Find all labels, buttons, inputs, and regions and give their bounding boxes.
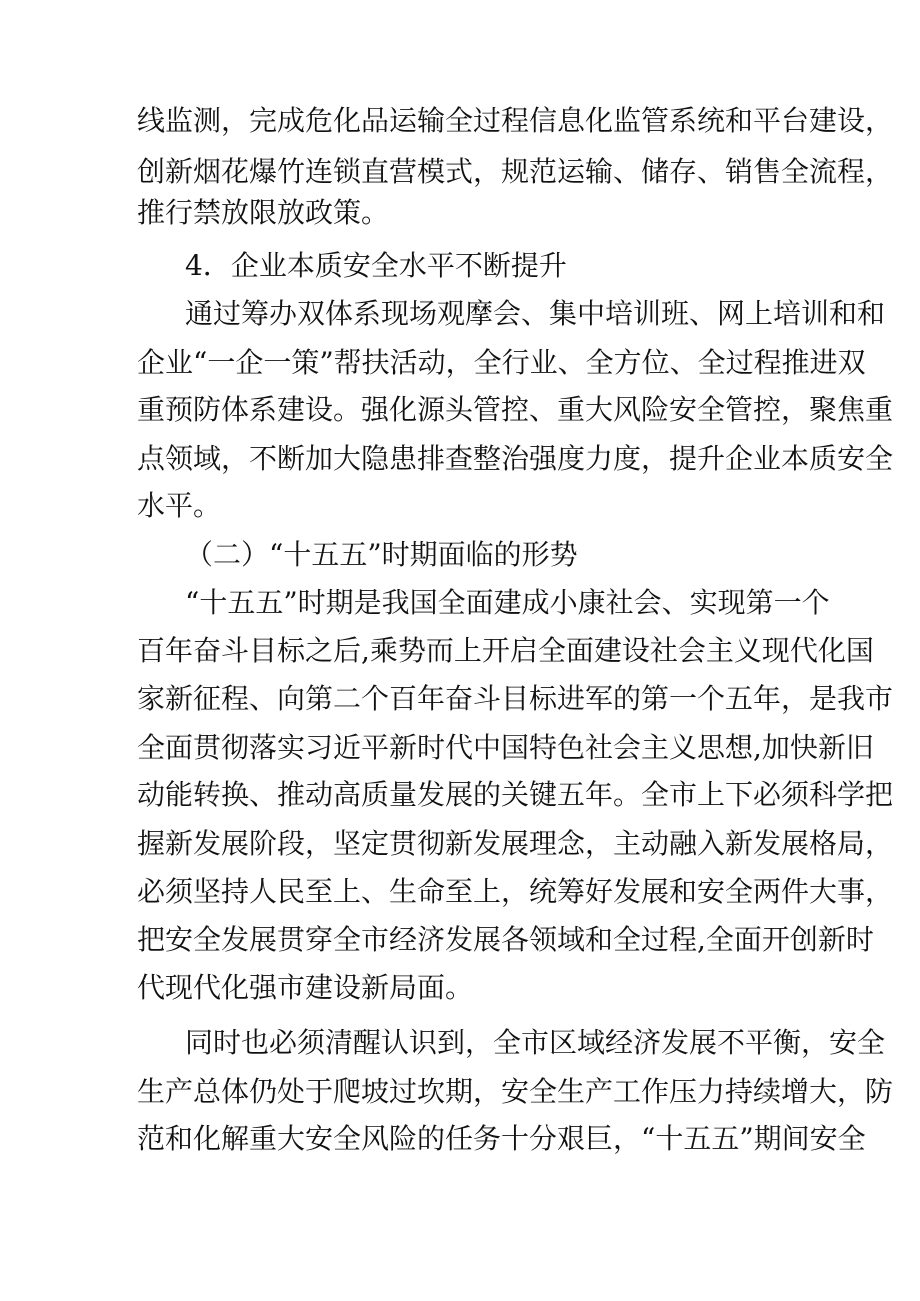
paragraph-3-line-4: 全面贯彻落实习近平新时代中国特色社会主义思想,加快新旧 <box>137 731 874 764</box>
section-heading: （二）“十五五”时期面临的形势 <box>185 538 578 571</box>
paragraph-3-line-9: 代现代化强市建设新局面。 <box>137 971 474 1004</box>
paragraph-4-line-1: 同时也必须清醒认识到，全市区域经济发展不平衡，安全 <box>185 1026 886 1059</box>
paragraph-2-line-3: 重预防体系建设。强化源头管控、重大风险安全管控，聚焦重 <box>137 393 894 426</box>
paragraph-1-line-1: 线监测，完成危化品运输全过程信息化监管系统和平台建设， <box>137 104 894 137</box>
paragraph-3-line-6: 握新发展阶段，坚定贯彻新发展理念，主动融入新发展格局， <box>137 827 894 860</box>
paragraph-1-line-2: 创新烟花爆竹连锁直营模式，规范运输、储存、销售全流程， <box>137 155 894 188</box>
paragraph-2-line-5: 水平。 <box>137 489 222 522</box>
paragraph-3-line-2: 百年奋斗目标之后,乘势而上开启全面建设社会主义现代化国 <box>137 634 874 667</box>
paragraph-4-line-3: 范和化解重大安全风险的任务十分艰巨，“十五五”期间安全 <box>137 1122 866 1155</box>
paragraph-2-line-4: 点领域，不断加大隐患排查整治强度力度，提升企业本质安全 <box>137 442 894 475</box>
paragraph-1-line-3: 推行禁放限放政策。 <box>137 196 390 229</box>
paragraph-3-line-8: 把安全发展贯穿全市经济发展各领域和全过程,全面开创新时 <box>137 923 874 956</box>
paragraph-2-line-1: 通过筹办双体系现场观摩会、集中培训班、网上培训和和 <box>185 297 886 330</box>
subsection-heading-4: 4．企业本质安全水平不断提升 <box>185 249 567 282</box>
paragraph-3-line-7: 必须坚持人民至上、生命至上，统筹好发展和安全两件大事， <box>137 875 894 908</box>
paragraph-3-line-1: “十五五”时期是我国全面建成小康社会、实现第一个 <box>185 586 830 619</box>
paragraph-2-line-2: 企业“一企一策”帮扶活动，全行业、全方位、全过程推进双 <box>137 346 866 379</box>
paragraph-3-line-5: 动能转换、推动高质量发展的关键五年。全市上下必须科学把 <box>137 778 894 811</box>
paragraph-3-line-3: 家新征程、向第二个百年奋斗目标进军的第一个五年，是我市 <box>137 682 894 715</box>
paragraph-4-line-2: 生产总体仍处于爬坡过坎期，安全生产工作压力持续增大，防 <box>137 1075 894 1108</box>
